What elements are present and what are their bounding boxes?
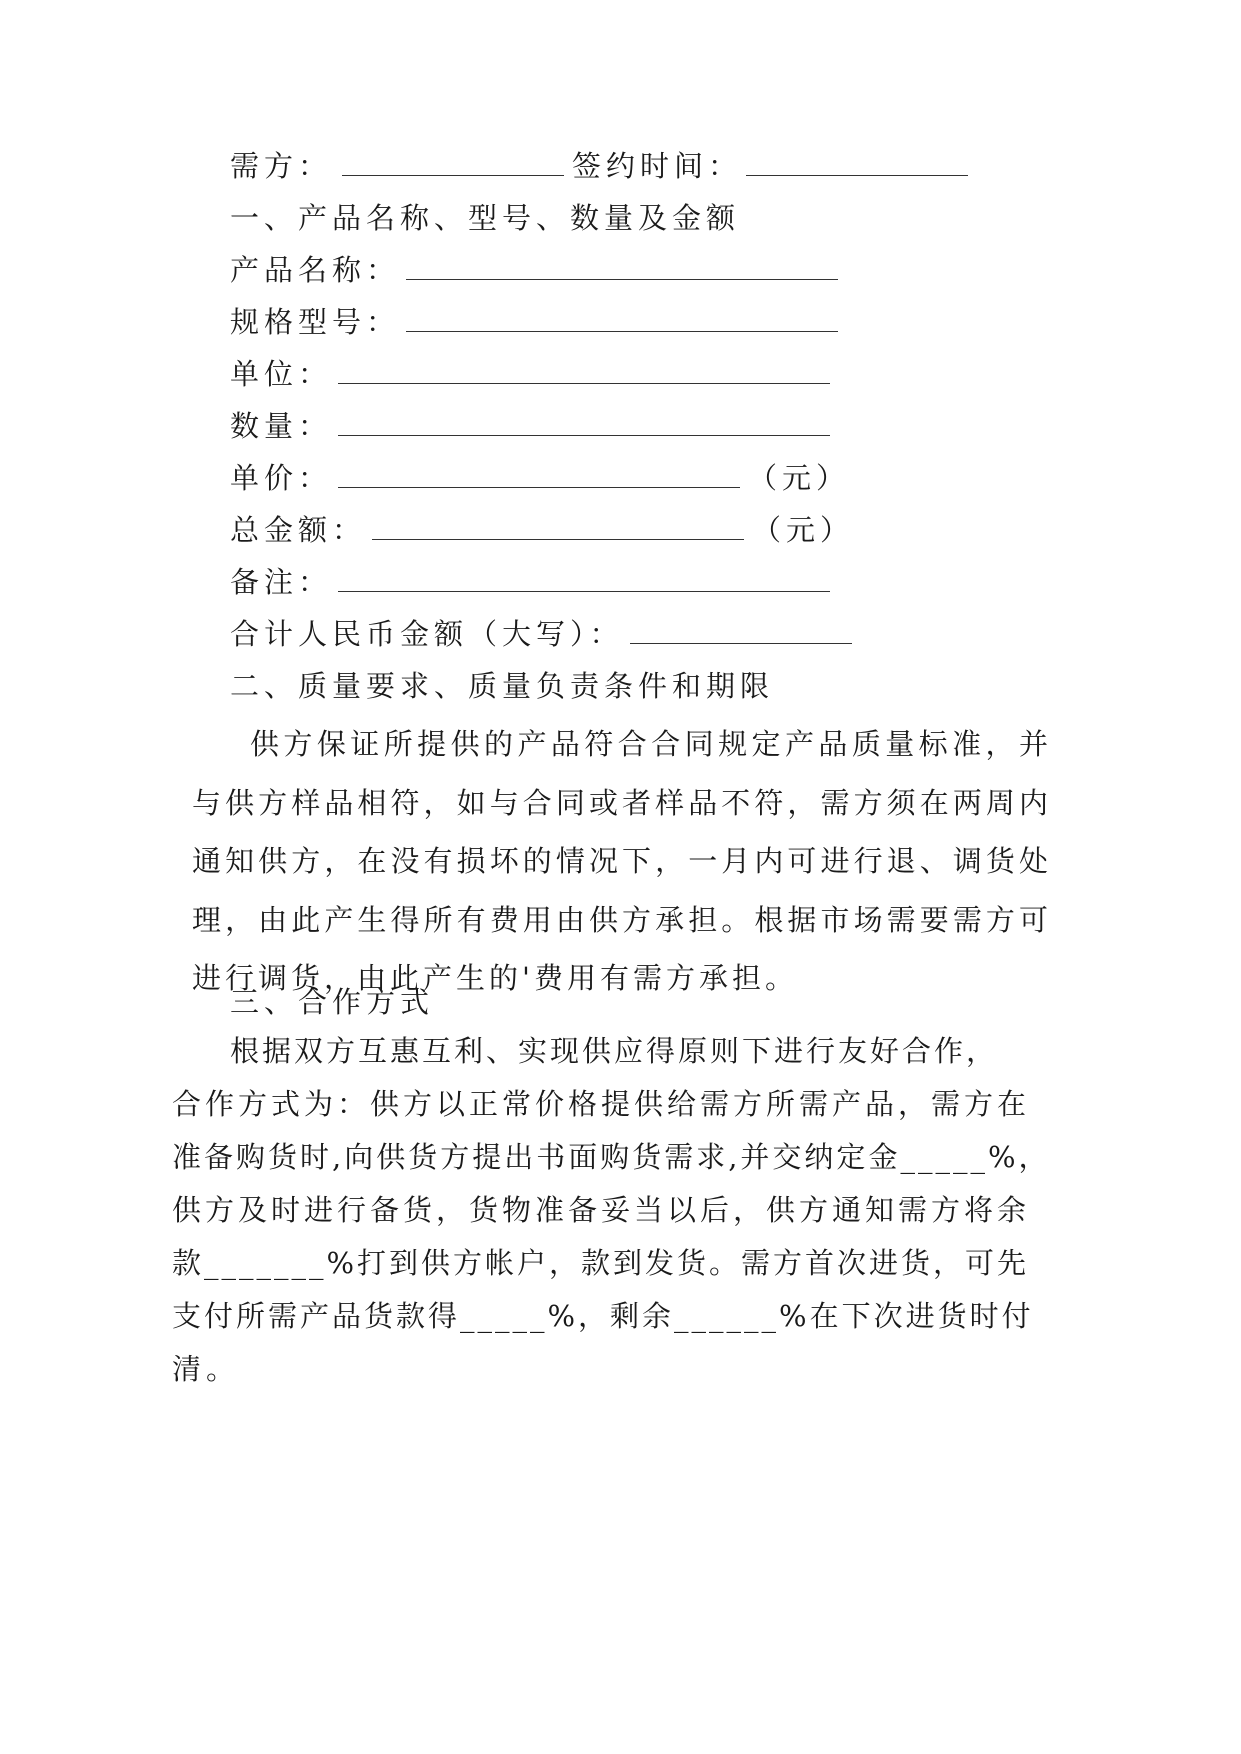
section2-heading: 二、质量要求、质量负责条件和期限 [230, 669, 775, 703]
unit-blank[interactable] [338, 359, 830, 384]
field-label: 产品名称： [230, 253, 401, 287]
section1-heading: 一、产品名称、型号、数量及金额 [230, 201, 741, 235]
field-total-amount [230, 510, 854, 550]
buyer-label: 需方： [230, 149, 333, 183]
total-rmb-row [230, 614, 852, 654]
field-label: 备注： [230, 565, 333, 599]
field-spec-model [230, 302, 838, 342]
spec-model-blank[interactable] [406, 307, 838, 332]
section3-line-5: 款_______%打到供方帐户，款到发货。需方首次进货，可先 [172, 1246, 1030, 1280]
total-amount-blank[interactable] [372, 515, 744, 540]
section3-line-3: 准备购货时,向供货方提出书面购货需求,并交纳定金_____%， [172, 1140, 1051, 1174]
field-label: 单价： [230, 461, 333, 495]
total-rmb-label: 合计人民币金额（大写）： [230, 617, 624, 651]
remarks-blank[interactable] [338, 567, 830, 592]
section2-body: 供方保证所提供的产品符合合同规定产品质量标准，并与供方样品相符，如与合同或者样品不符，需方须在两周内通知供方，在没有损坏的情况下，一月内可进行退、调货处理，由此产生得所有费用由供方承担。根据市场需要需方可进行调货，由此产生的'费用有需方承担。 [192, 727, 1052, 995]
unit-price-blank[interactable] [338, 463, 740, 488]
sign-time-row [572, 146, 968, 186]
field-label: 单位： [230, 357, 333, 391]
buyer-blank[interactable] [342, 151, 564, 176]
buyer-row [230, 146, 564, 186]
field-product-name [230, 250, 838, 290]
total-amount-suffix: （元） [752, 513, 855, 547]
unit-price-suffix: （元） [748, 461, 851, 495]
section3-line-4: 供方及时进行备货，货物准备妥当以后，供方通知需方将余 [172, 1193, 1031, 1227]
field-label: 数量： [230, 409, 333, 443]
field-label: 总金额： [230, 513, 367, 547]
field-unit-price [230, 458, 850, 498]
field-unit [230, 354, 830, 394]
section3-line-7: 清。 [172, 1352, 241, 1386]
quantity-blank[interactable] [338, 411, 830, 436]
product-name-blank[interactable] [406, 255, 838, 280]
total-rmb-blank[interactable] [630, 619, 852, 644]
field-remarks [230, 562, 830, 602]
section3-heading: 三、合作方式 [230, 985, 435, 1019]
sign-time-label: 签约时间： [572, 149, 743, 183]
section3-line-2: 合作方式为：供方以正常价格提供给需方所需产品，需方在 [172, 1087, 1031, 1121]
field-label: 规格型号： [230, 305, 401, 339]
sign-time-blank[interactable] [746, 151, 968, 176]
section3-line-6: 支付所需产品货款得_____%，剩余______%在下次进货时付 [172, 1299, 1034, 1333]
section3-line-1: 根据双方互惠互利、实现供应得原则下进行友好合作， [230, 1034, 999, 1068]
field-quantity [230, 406, 830, 446]
